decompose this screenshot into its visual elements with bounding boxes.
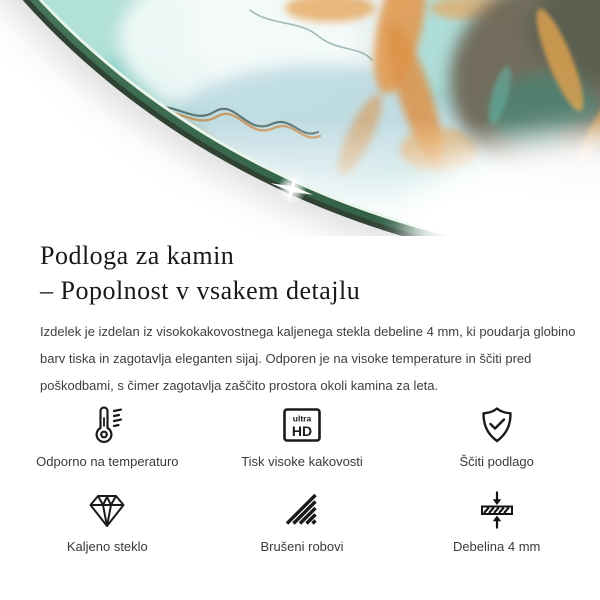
ultra-hd-icon xyxy=(282,407,322,443)
feature-label: Brušeni robovi xyxy=(260,539,344,554)
diamond-icon xyxy=(87,492,127,529)
title-line-2: – Popolnost v vsakem detajlu xyxy=(40,276,361,305)
page-title xyxy=(40,238,600,308)
feature-label: Debelina 4 mm xyxy=(452,539,541,554)
title-line-1: Podloga za kamin xyxy=(40,241,235,270)
features-grid xyxy=(10,403,594,555)
feature-tempered-glass xyxy=(10,488,205,555)
feature-label: Tisk visoke kakovosti xyxy=(241,454,363,469)
glass-pad-photo xyxy=(0,0,600,236)
feature-print-quality xyxy=(205,403,400,470)
thickness-icon xyxy=(477,490,517,530)
ultra-hd-text-top: ultra xyxy=(292,413,312,424)
icon-box xyxy=(477,403,517,447)
feature-label: Kaljeno steklo xyxy=(66,539,148,554)
icon-box xyxy=(282,403,322,447)
brushed-edges-icon xyxy=(282,490,322,530)
thermometer-icon xyxy=(87,403,127,447)
ultra-hd-text-bottom: HD xyxy=(291,423,313,439)
product-description: Izdelek je izdelan iz visokokakovostnega kaljenega stekla debeline 4 mm, ki poudarja globino barv tiska in zagotavlja eleganten sijaj. Odporen je na visoke temperature in ščiti pred poškodbami, s čimer zagotavlja zaščito prostora okoli kamina za leta. xyxy=(40,324,576,393)
icon-box xyxy=(87,403,127,447)
feature-protects-surface xyxy=(399,403,594,470)
shield-check-icon xyxy=(477,405,517,445)
icon-box xyxy=(282,488,322,532)
product-image xyxy=(0,0,600,236)
feature-label: Ščiti podlago xyxy=(459,454,534,469)
feature-temperature-resistant xyxy=(10,403,205,470)
feature-label: Odporno na temperaturo xyxy=(36,454,179,469)
feature-thickness xyxy=(399,488,594,555)
icon-box xyxy=(477,488,517,532)
icon-box xyxy=(87,488,127,532)
feature-polished-edges xyxy=(205,488,400,555)
